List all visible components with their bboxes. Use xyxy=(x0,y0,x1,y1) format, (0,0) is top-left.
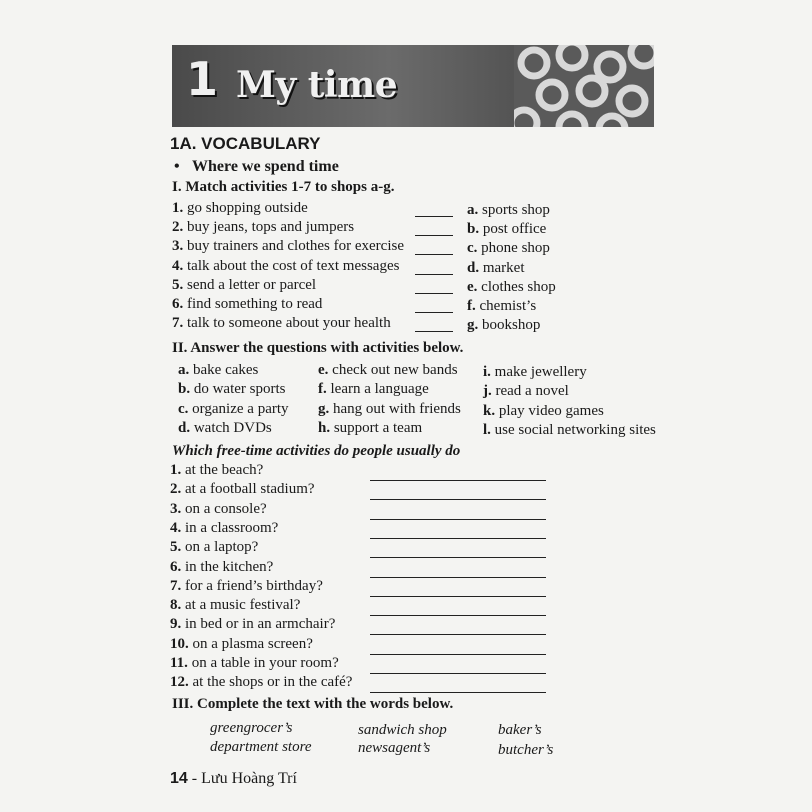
activity-item xyxy=(172,277,316,294)
item-text: bookshop xyxy=(478,317,541,334)
item-number: 7. xyxy=(172,315,184,332)
item-number: 2. xyxy=(170,481,182,498)
answer-line[interactable] xyxy=(370,692,546,693)
decorative-rings-graphic xyxy=(514,45,654,127)
item-text: at a music festival? xyxy=(181,597,301,614)
answer-line[interactable] xyxy=(370,673,546,674)
topic-heading xyxy=(174,158,339,176)
activity-item xyxy=(172,258,399,275)
item-text: in bed or in an armchair? xyxy=(181,616,336,633)
answer-blank[interactable] xyxy=(415,312,453,313)
activity-option xyxy=(483,383,569,400)
item-text: buy jeans, tops and jumpers xyxy=(183,219,355,236)
answer-blank[interactable] xyxy=(415,331,453,332)
item-text: in a classroom? xyxy=(181,519,279,536)
unit-number: 1 xyxy=(186,52,219,106)
item-number: 6. xyxy=(172,296,184,312)
activity-option xyxy=(178,362,258,379)
item-number: 6. xyxy=(170,558,182,575)
item-text: use social networking sites xyxy=(490,421,656,438)
item-number: h. xyxy=(318,419,331,436)
item-text: support a team xyxy=(330,419,423,436)
activity-option xyxy=(483,403,604,420)
shop-option xyxy=(467,279,556,296)
item-number: 1. xyxy=(170,462,182,478)
item-number: l. xyxy=(483,421,491,438)
item-text: go shopping outside xyxy=(183,200,308,216)
question-item xyxy=(170,462,263,479)
shop-option xyxy=(467,298,536,315)
unit-title: My time xyxy=(236,64,398,106)
item-number: 5. xyxy=(170,539,182,556)
answer-line[interactable] xyxy=(370,480,546,481)
answer-blank[interactable] xyxy=(415,274,453,275)
activity-item xyxy=(172,315,391,332)
item-number: k. xyxy=(483,402,496,419)
answer-blank[interactable] xyxy=(415,235,453,236)
answer-line[interactable] xyxy=(370,557,546,558)
item-text: chemist’s xyxy=(475,298,537,314)
question-item xyxy=(170,674,352,691)
item-text: clothes shop xyxy=(477,278,556,295)
shop-option xyxy=(467,260,525,277)
item-number: f. xyxy=(467,298,476,314)
item-number: b. xyxy=(178,381,191,398)
activity-option xyxy=(318,401,461,418)
exercise-2-heading: II. Answer the questions with activities below. xyxy=(172,340,464,356)
answer-line[interactable] xyxy=(370,615,546,616)
exercise-1-heading: I. Match activities 1-7 to shops a-g. xyxy=(172,179,395,195)
question-item xyxy=(170,578,323,595)
item-number: 4. xyxy=(172,257,184,274)
activity-option xyxy=(318,362,458,379)
item-number: 5. xyxy=(172,276,184,293)
item-number: 1. xyxy=(172,200,184,216)
item-text: on a console? xyxy=(181,500,267,517)
author-name: Lưu Hoàng Trí xyxy=(201,770,297,787)
activity-option xyxy=(178,381,286,398)
item-number: a. xyxy=(467,202,479,218)
answer-line[interactable] xyxy=(370,577,546,578)
item-text: on a plasma screen? xyxy=(188,635,313,652)
item-text: organize a party xyxy=(188,400,289,417)
item-text: at a football stadium? xyxy=(181,481,315,498)
answer-blank[interactable] xyxy=(415,293,453,294)
item-text: bake cakes xyxy=(189,362,259,378)
item-number: 3. xyxy=(170,500,182,517)
word-option: department store xyxy=(210,739,312,755)
page-footer xyxy=(170,770,297,788)
word-option: greengrocer’s xyxy=(210,720,293,736)
item-text: read a novel xyxy=(491,383,569,400)
item-number: c. xyxy=(178,400,189,417)
question-prompt: Which free-time activities do people usually do xyxy=(172,443,461,459)
item-number: 11. xyxy=(170,655,188,671)
topic-text: Where we spend time xyxy=(192,158,339,175)
activity-option xyxy=(318,420,422,437)
item-number: 3. xyxy=(172,238,184,255)
item-number: 4. xyxy=(170,519,182,536)
item-text: send a letter or parcel xyxy=(183,276,317,293)
item-number: 7. xyxy=(170,577,182,594)
item-number: a. xyxy=(178,362,190,378)
item-text: hang out with friends xyxy=(329,400,461,417)
item-text: in the kitchen? xyxy=(181,558,274,575)
item-text: sports shop xyxy=(478,202,550,218)
shop-option xyxy=(467,202,550,219)
word-option: newsagent’s xyxy=(358,740,431,756)
item-number: f. xyxy=(318,381,327,398)
item-number: 8. xyxy=(170,597,182,614)
item-number: c. xyxy=(467,240,478,257)
word-option: sandwich shop xyxy=(358,722,447,738)
activity-item xyxy=(172,200,308,217)
section-title: 1A. VOCABULARY xyxy=(170,134,321,153)
activity-item xyxy=(172,238,404,255)
item-number: j. xyxy=(483,383,492,400)
item-text: at the beach? xyxy=(181,462,264,478)
question-item xyxy=(170,636,313,653)
item-text: do water sports xyxy=(190,381,286,398)
item-text: watch DVDs xyxy=(190,419,272,436)
shop-option xyxy=(467,240,550,257)
answer-line[interactable] xyxy=(370,519,546,520)
answer-blank[interactable] xyxy=(415,254,453,255)
question-item xyxy=(170,520,278,537)
item-number: b. xyxy=(467,221,480,238)
answer-line[interactable] xyxy=(370,499,546,500)
page-number: 14 xyxy=(170,770,188,787)
item-text: play video games xyxy=(495,402,604,419)
item-text: check out new bands xyxy=(328,362,458,378)
question-item xyxy=(170,501,267,518)
item-text: talk about the cost of text messages xyxy=(183,257,400,274)
question-item xyxy=(170,559,273,576)
shop-option xyxy=(467,221,546,238)
item-number: 9. xyxy=(170,616,182,633)
answer-blank[interactable] xyxy=(415,216,453,217)
item-number: g. xyxy=(467,317,479,334)
item-text: for a friend’s birthday? xyxy=(181,577,323,594)
item-number: d. xyxy=(178,419,191,436)
item-text: post office xyxy=(479,221,547,238)
activity-option xyxy=(318,381,429,398)
question-item xyxy=(170,655,339,672)
item-number: i. xyxy=(483,364,491,380)
word-option: baker’s xyxy=(498,722,542,738)
activity-option xyxy=(178,420,272,437)
question-item xyxy=(170,616,335,633)
item-number: 12. xyxy=(170,674,189,691)
item-number: 10. xyxy=(170,635,189,652)
item-text: make jewellery xyxy=(490,364,587,380)
question-item xyxy=(170,481,315,498)
item-number: d. xyxy=(467,259,480,276)
activity-option xyxy=(483,422,656,439)
answer-line[interactable] xyxy=(370,596,546,597)
answer-line[interactable] xyxy=(370,654,546,655)
activity-item xyxy=(172,296,322,313)
item-text: on a laptop? xyxy=(181,539,259,556)
answer-line[interactable] xyxy=(370,538,546,539)
item-text: buy trainers and clothes for exercise xyxy=(183,238,404,255)
item-number: g. xyxy=(318,400,330,417)
item-text: phone shop xyxy=(477,240,550,257)
question-item xyxy=(170,539,258,556)
item-text: on a table in your room? xyxy=(187,655,339,671)
item-text: market xyxy=(479,259,525,276)
item-text: talk to someone about your health xyxy=(183,315,391,332)
activity-item xyxy=(172,219,354,236)
item-number: e. xyxy=(318,362,329,378)
item-text: find something to read xyxy=(183,296,323,312)
footer-separator: - xyxy=(187,770,202,787)
bullet-icon: • xyxy=(174,158,180,175)
activity-option xyxy=(178,401,289,418)
exercise-3-heading: III. Complete the text with the words below. xyxy=(172,696,454,712)
shop-option xyxy=(467,317,540,334)
item-number: e. xyxy=(467,278,478,295)
activity-option xyxy=(483,364,587,381)
item-text: at the shops or in the café? xyxy=(188,674,353,691)
answer-line[interactable] xyxy=(370,634,546,635)
question-item xyxy=(170,597,300,614)
word-option: butcher’s xyxy=(498,742,554,758)
item-text: learn a language xyxy=(326,381,429,398)
item-number: 2. xyxy=(172,219,184,236)
